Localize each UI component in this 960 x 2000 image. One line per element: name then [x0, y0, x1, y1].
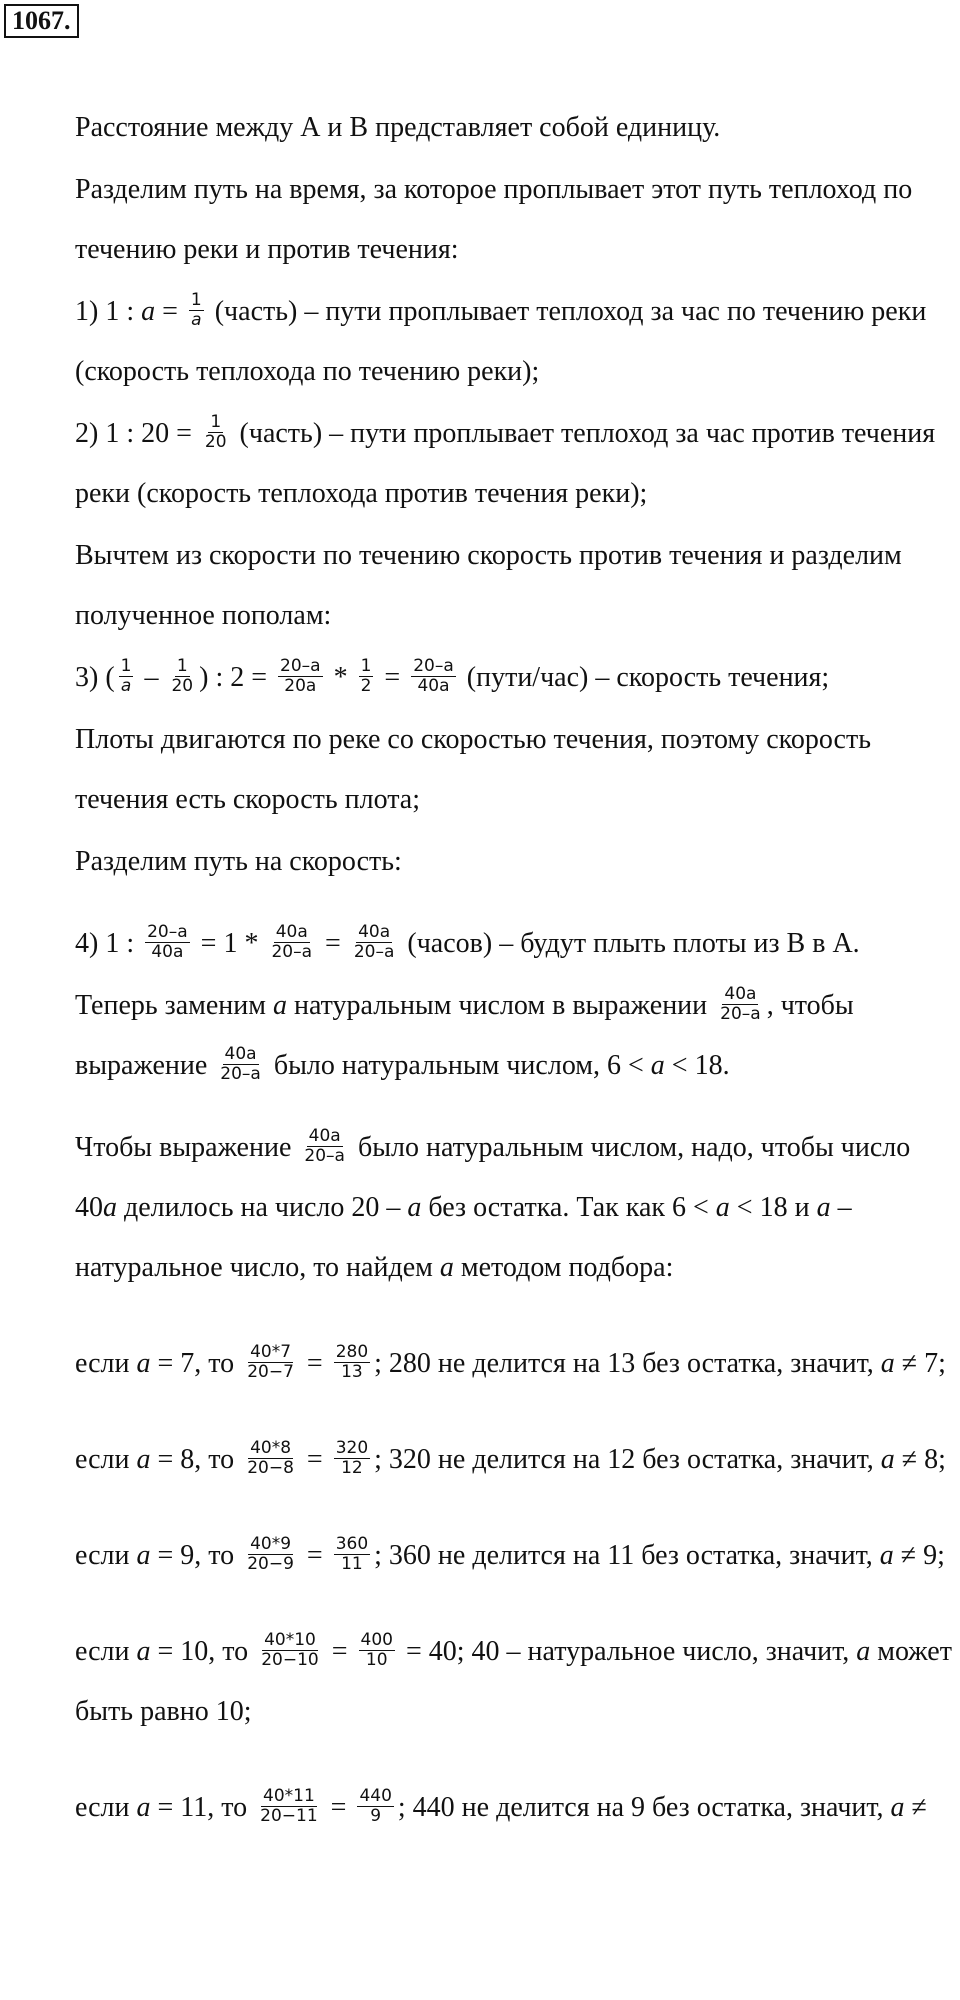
- solution-text: [75, 98, 955, 1840]
- denominator: a: [191, 310, 202, 331]
- text: ≠: [904, 1792, 927, 1823]
- text: = 9, то: [150, 1540, 242, 1571]
- fraction: [357, 1787, 393, 1827]
- numerator: 40a: [275, 921, 308, 942]
- variable-a: a: [879, 1540, 894, 1571]
- denominator: 10: [365, 1650, 388, 1671]
- equals: =: [318, 928, 348, 959]
- fraction: [218, 1045, 263, 1085]
- text: = 10, то: [150, 1636, 256, 1667]
- text: может быть равно 10;: [75, 1636, 952, 1727]
- step-1-text: (часть) – пути проплывает теплоход за час по течению реки (скорость теплохода по течению реки);: [75, 296, 927, 387]
- paragraph-distance: Расстояние между А и В представляет собой единицу.: [75, 112, 721, 143]
- equals: =: [377, 662, 408, 693]
- paragraph-replace-a: [75, 976, 955, 1096]
- paragraph-divide-path: Разделим путь на время, за которое проплывает этот путь теплоход по течению реки и против течения:: [75, 174, 913, 265]
- text: = 40; 40 – натуральное число, значит,: [398, 1636, 857, 1667]
- case-a-10: [75, 1622, 955, 1742]
- variable-a: a: [816, 1192, 831, 1223]
- step-3: [75, 648, 955, 708]
- numerator: 20–a: [413, 655, 454, 676]
- fraction: [302, 1127, 347, 1167]
- fraction: [269, 923, 314, 963]
- step-4-prefix: 4) 1 :: [75, 928, 142, 959]
- text: было натуральным числом, надо, чтобы число 40: [75, 1132, 911, 1223]
- paragraph-subtract: Вычтем из скорости по течению скорость против течения и разделим полученное пополам:: [75, 540, 902, 631]
- variable-a: a: [407, 1192, 422, 1223]
- text: было натуральным числом, 6 <: [266, 1050, 651, 1081]
- denominator: 20−11: [260, 1806, 318, 1827]
- text: если: [75, 1444, 137, 1475]
- numerator: 280: [335, 1341, 369, 1362]
- numerator: 20–a: [147, 921, 188, 942]
- variable-a: a: [136, 1792, 151, 1823]
- text: ; 440 не делится на 9 без остатка, значит,: [397, 1792, 891, 1823]
- denominator: 11: [341, 1554, 363, 1575]
- text: < 18 и: [729, 1192, 817, 1223]
- variable-a: a: [103, 1192, 117, 1223]
- numerator: 40*7: [250, 1341, 292, 1362]
- fraction-1-over-a: [189, 291, 204, 331]
- denominator: 20–a: [353, 942, 395, 963]
- fraction: [119, 657, 134, 697]
- variable-a: a: [880, 1444, 895, 1475]
- numerator: 20–a: [280, 655, 321, 676]
- text: = 7, то: [150, 1348, 242, 1379]
- text: делилось на число 20 –: [117, 1192, 408, 1223]
- divide-by-2: ) : 2 =: [199, 662, 275, 693]
- step-2-prefix: 2) 1 : 20 =: [75, 418, 199, 449]
- case-a-7: [75, 1334, 955, 1394]
- numerator: 320: [335, 1437, 369, 1458]
- text: < 18.: [664, 1050, 730, 1081]
- step-2-text: (часть) – пути проплывает теплоход за час против течения реки (скорость теплохода против течения реки);: [75, 418, 936, 509]
- fraction: [245, 1439, 296, 1479]
- denominator: 20: [171, 676, 194, 697]
- fraction: [245, 1535, 296, 1575]
- variable-a: a: [439, 1252, 454, 1283]
- fraction: [245, 1343, 296, 1383]
- text: без остатка. Так как 6 <: [421, 1192, 716, 1223]
- text: = 11, то: [150, 1792, 255, 1823]
- equals: =: [299, 1540, 330, 1571]
- numerator: 40*10: [264, 1629, 316, 1650]
- denominator: 20−7: [247, 1362, 294, 1383]
- variable-a: a: [650, 1050, 665, 1081]
- text: ≠ 7;: [894, 1348, 946, 1379]
- text: если: [75, 1348, 137, 1379]
- problem-number: 1067.: [4, 4, 79, 38]
- step-4-text: (часов) – будут плыть плоты из В в А.: [400, 928, 860, 959]
- variable-a: a: [856, 1636, 871, 1667]
- numerator: 440: [359, 1785, 392, 1806]
- text: Теперь заменим: [75, 990, 273, 1021]
- numerator: 400: [360, 1629, 393, 1650]
- numerator: 1: [120, 655, 132, 676]
- numerator: 40*9: [250, 1533, 292, 1554]
- text: ; 360 не делится на 11 без остатка, значит,: [374, 1540, 880, 1571]
- times: *: [326, 662, 355, 693]
- step-3-text: (пути/час) – скорость течения;: [459, 662, 830, 693]
- text: – натуральное число, то найдем: [75, 1192, 852, 1283]
- minus: –: [137, 662, 166, 693]
- numerator: 1: [360, 655, 372, 676]
- text: если: [75, 1540, 137, 1571]
- denominator: 20–a: [304, 1146, 345, 1167]
- paragraph-rafts: Плоты двигаются по реке со скоростью течения, поэтому скорость течения есть скорость плота;: [75, 724, 871, 815]
- variable-a: a: [141, 296, 156, 327]
- fraction-1-over-20: [203, 413, 229, 453]
- text: , чтобы выражение: [75, 990, 854, 1081]
- variable-a: a: [136, 1540, 151, 1571]
- denominator: 20: [204, 432, 227, 453]
- equals: =: [299, 1348, 330, 1379]
- fraction: [258, 1787, 320, 1827]
- numerator: 40a: [308, 1125, 341, 1146]
- text: = 8, то: [150, 1444, 242, 1475]
- text: если: [75, 1636, 137, 1667]
- case-a-11: [75, 1778, 955, 1838]
- paragraph-condition: [75, 1118, 955, 1298]
- text: ≠ 8;: [894, 1444, 946, 1475]
- equals-one-times: = 1 *: [193, 928, 266, 959]
- denominator: a: [120, 676, 132, 697]
- variable-a: a: [715, 1192, 730, 1223]
- denominator: 40a: [151, 942, 184, 963]
- fraction: [259, 1631, 321, 1671]
- step-3-prefix: 3) (: [75, 662, 115, 693]
- equals: =: [323, 1792, 354, 1823]
- numerator: 1: [190, 289, 202, 310]
- equals: =: [324, 1636, 355, 1667]
- numerator: 40*8: [250, 1437, 292, 1458]
- fraction: [718, 985, 763, 1025]
- denominator: 20−10: [261, 1650, 319, 1671]
- numerator: 40a: [224, 1043, 257, 1064]
- equals: =: [299, 1444, 330, 1475]
- numerator: 360: [335, 1533, 369, 1554]
- numerator: 40*11: [263, 1785, 315, 1806]
- paragraph-divide-speed: Разделим путь на скорость:: [75, 846, 402, 877]
- text: ; 280 не делится на 13 без остатка, значит,: [374, 1348, 881, 1379]
- text: Чтобы выражение: [75, 1132, 299, 1163]
- variable-a: a: [136, 1636, 151, 1667]
- fraction: [359, 657, 374, 697]
- fraction: [145, 923, 190, 963]
- fraction: [359, 1631, 395, 1671]
- variable-a: a: [272, 990, 287, 1021]
- variable-a: a: [890, 1792, 905, 1823]
- equals: =: [155, 296, 185, 327]
- fraction: [278, 657, 323, 697]
- variable-a: a: [880, 1348, 895, 1379]
- numerator: 1: [176, 655, 188, 676]
- text: ≠ 9;: [893, 1540, 945, 1571]
- denominator: 20a: [284, 676, 317, 697]
- denominator: 2: [360, 676, 372, 697]
- denominator: 12: [341, 1458, 363, 1479]
- fraction: [352, 923, 397, 963]
- numerator: 40a: [358, 921, 391, 942]
- denominator: 13: [341, 1362, 363, 1383]
- case-a-8: [75, 1430, 955, 1490]
- denominator: 20–a: [220, 1064, 261, 1085]
- step-2: [75, 404, 955, 524]
- denominator: 40a: [417, 676, 450, 697]
- denominator: 20–a: [720, 1004, 761, 1025]
- denominator: 9: [370, 1806, 382, 1827]
- variable-a: a: [136, 1348, 151, 1379]
- variable-a: a: [136, 1444, 151, 1475]
- text: методом подбора:: [453, 1252, 674, 1283]
- case-a-9: [75, 1526, 955, 1586]
- step-1: [75, 282, 955, 402]
- fraction: [334, 1439, 370, 1479]
- fraction: [334, 1535, 370, 1575]
- step-4: [75, 914, 955, 974]
- text: натуральным числом в выражении: [286, 990, 715, 1021]
- step-1-prefix: 1) 1 :: [75, 296, 142, 327]
- numerator: 1: [210, 411, 222, 432]
- denominator: 20−8: [247, 1458, 294, 1479]
- denominator: 20–a: [271, 942, 313, 963]
- fraction: [334, 1343, 370, 1383]
- text: если: [75, 1792, 137, 1823]
- text: ; 320 не делится на 12 без остатка, значит,: [374, 1444, 881, 1475]
- denominator: 20−9: [247, 1554, 294, 1575]
- fraction: [169, 657, 195, 697]
- fraction: [411, 657, 456, 697]
- numerator: 40a: [724, 983, 757, 1004]
